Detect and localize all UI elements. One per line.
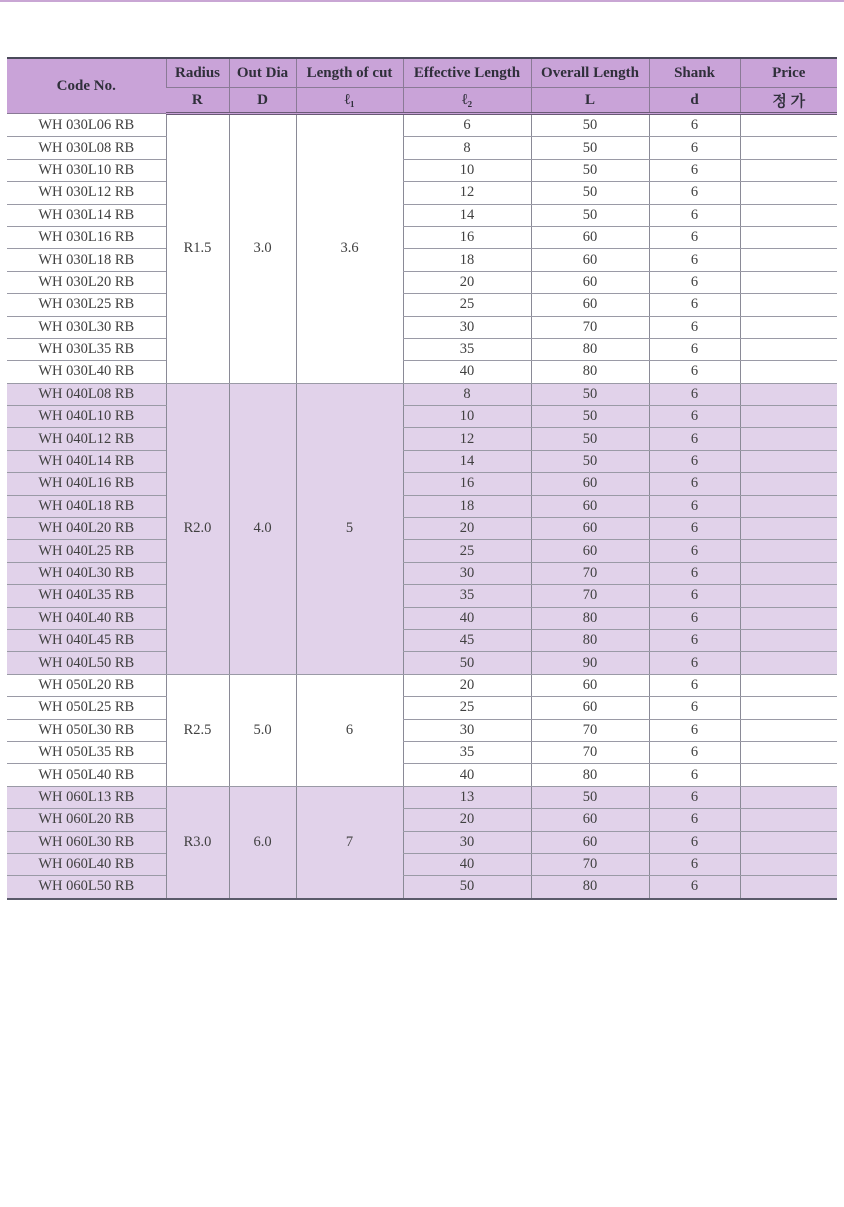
code-cell: WH 060L20 RB [7, 809, 166, 831]
code-cell: WH 040L08 RB [7, 383, 166, 405]
spec-table [7, 57, 837, 900]
shank-cell: 6 [649, 271, 740, 293]
shank-cell: 6 [649, 316, 740, 338]
code-cell: WH 040L18 RB [7, 495, 166, 517]
code-cell: WH 030L35 RB [7, 338, 166, 360]
effective-length-cell: 35 [403, 585, 531, 607]
code-cell: WH 050L40 RB [7, 764, 166, 786]
table-row [7, 540, 837, 562]
overall-length-cell: 50 [531, 383, 649, 405]
table-row [7, 428, 837, 450]
code-cell: WH 050L20 RB [7, 674, 166, 696]
header-overall-length: Overall Length [531, 58, 649, 88]
code-cell: WH 030L08 RB [7, 137, 166, 159]
code-cell: WH 040L14 RB [7, 450, 166, 472]
top-rule [0, 0, 844, 2]
overall-length-cell: 90 [531, 652, 649, 674]
shank-cell: 6 [649, 629, 740, 651]
overall-length-cell: 80 [531, 876, 649, 899]
shank-cell: 6 [649, 450, 740, 472]
table-row [7, 159, 837, 181]
shank-cell: 6 [649, 361, 740, 383]
radius-cell: R3.0 [166, 786, 229, 898]
code-cell: WH 060L40 RB [7, 853, 166, 875]
radius-cell: R2.0 [166, 383, 229, 674]
price-cell [740, 114, 837, 137]
overall-length-cell: 70 [531, 562, 649, 584]
table-row [7, 271, 837, 293]
code-cell: WH 040L35 RB [7, 585, 166, 607]
overall-length-cell: 80 [531, 764, 649, 786]
shank-cell: 6 [649, 585, 740, 607]
code-cell: WH 040L45 RB [7, 629, 166, 651]
effective-length-cell: 18 [403, 249, 531, 271]
overall-length-cell: 80 [531, 607, 649, 629]
shank-cell: 6 [649, 406, 740, 428]
code-cell: WH 060L30 RB [7, 831, 166, 853]
overall-length-cell: 70 [531, 741, 649, 763]
overall-length-cell: 50 [531, 137, 649, 159]
header-symbol-l1: ℓ₁ [296, 88, 403, 114]
overall-length-cell: 60 [531, 697, 649, 719]
shank-cell: 6 [649, 249, 740, 271]
table-row [7, 406, 837, 428]
overall-length-cell: 50 [531, 114, 649, 137]
effective-length-cell: 10 [403, 406, 531, 428]
table-row [7, 585, 837, 607]
price-cell [740, 495, 837, 517]
table-row [7, 876, 837, 899]
table-body [7, 114, 837, 899]
code-cell: WH 040L10 RB [7, 406, 166, 428]
overall-length-cell: 60 [531, 249, 649, 271]
effective-length-cell: 30 [403, 562, 531, 584]
effective-length-cell: 35 [403, 741, 531, 763]
price-cell [740, 585, 837, 607]
length-of-cut-cell: 6 [296, 674, 403, 786]
effective-length-cell: 20 [403, 271, 531, 293]
table-row [7, 383, 837, 405]
overall-length-cell: 60 [531, 294, 649, 316]
header-symbol-shank-d: d [649, 88, 740, 114]
shank-cell: 6 [649, 495, 740, 517]
effective-length-cell: 10 [403, 159, 531, 181]
table-row [7, 249, 837, 271]
table-row [7, 137, 837, 159]
price-cell [740, 809, 837, 831]
shank-cell: 6 [649, 540, 740, 562]
table-row [7, 674, 837, 696]
code-cell: WH 030L20 RB [7, 271, 166, 293]
overall-length-cell: 60 [531, 226, 649, 248]
price-cell [740, 294, 837, 316]
effective-length-cell: 6 [403, 114, 531, 137]
price-cell [740, 853, 837, 875]
effective-length-cell: 16 [403, 226, 531, 248]
overall-length-cell: 60 [531, 518, 649, 540]
shank-cell: 6 [649, 741, 740, 763]
shank-cell: 6 [649, 137, 740, 159]
header-radius: Radius [166, 58, 229, 88]
overall-length-cell: 50 [531, 406, 649, 428]
out-dia-cell: 5.0 [229, 674, 296, 786]
effective-length-cell: 14 [403, 450, 531, 472]
effective-length-cell: 50 [403, 652, 531, 674]
price-cell [740, 674, 837, 696]
table-row [7, 786, 837, 808]
overall-length-cell: 60 [531, 674, 649, 696]
shank-cell: 6 [649, 473, 740, 495]
overall-length-cell: 70 [531, 316, 649, 338]
shank-cell: 6 [649, 853, 740, 875]
effective-length-cell: 18 [403, 495, 531, 517]
code-cell: WH 040L50 RB [7, 652, 166, 674]
effective-length-cell: 40 [403, 361, 531, 383]
shank-cell: 6 [649, 383, 740, 405]
price-cell [740, 137, 837, 159]
price-cell [740, 226, 837, 248]
header-price-korean: 정 가 [740, 88, 837, 114]
price-cell [740, 182, 837, 204]
code-cell: WH 060L13 RB [7, 786, 166, 808]
overall-length-cell: 50 [531, 159, 649, 181]
overall-length-cell: 50 [531, 182, 649, 204]
header-length-of-cut: Length of cut [296, 58, 403, 88]
table-row [7, 853, 837, 875]
shank-cell: 6 [649, 809, 740, 831]
code-cell: WH 040L25 RB [7, 540, 166, 562]
price-cell [740, 764, 837, 786]
overall-length-cell: 60 [531, 540, 649, 562]
effective-length-cell: 20 [403, 809, 531, 831]
table-row [7, 204, 837, 226]
overall-length-cell: 70 [531, 585, 649, 607]
overall-length-cell: 70 [531, 719, 649, 741]
table-row [7, 562, 837, 584]
table-row [7, 473, 837, 495]
out-dia-cell: 6.0 [229, 786, 296, 898]
overall-length-cell: 50 [531, 204, 649, 226]
table-row [7, 361, 837, 383]
effective-length-cell: 14 [403, 204, 531, 226]
table-row [7, 182, 837, 204]
header-price: Price [740, 58, 837, 88]
price-cell [740, 428, 837, 450]
length-of-cut-cell: 5 [296, 383, 403, 674]
price-cell [740, 562, 837, 584]
effective-length-cell: 30 [403, 831, 531, 853]
table-row [7, 764, 837, 786]
price-cell [740, 271, 837, 293]
header-symbol-L: L [531, 88, 649, 114]
code-cell: WH 030L14 RB [7, 204, 166, 226]
out-dia-cell: 4.0 [229, 383, 296, 674]
table-row [7, 831, 837, 853]
price-cell [740, 249, 837, 271]
overall-length-cell: 60 [531, 271, 649, 293]
header-symbol-l2: ℓ₂ [403, 88, 531, 114]
table-row [7, 450, 837, 472]
overall-length-cell: 80 [531, 338, 649, 360]
header-symbol-r: R [166, 88, 229, 114]
shank-cell: 6 [649, 697, 740, 719]
code-cell: WH 050L35 RB [7, 741, 166, 763]
price-cell [740, 741, 837, 763]
overall-length-cell: 60 [531, 495, 649, 517]
price-cell [740, 876, 837, 899]
price-cell [740, 697, 837, 719]
table-row [7, 114, 837, 137]
table-row [7, 607, 837, 629]
effective-length-cell: 13 [403, 786, 531, 808]
effective-length-cell: 40 [403, 607, 531, 629]
overall-length-cell: 60 [531, 809, 649, 831]
table-row [7, 741, 837, 763]
table-row [7, 629, 837, 651]
effective-length-cell: 35 [403, 338, 531, 360]
table-row [7, 316, 837, 338]
header-symbol-d: D [229, 88, 296, 114]
effective-length-cell: 30 [403, 316, 531, 338]
price-cell [740, 383, 837, 405]
price-cell [740, 607, 837, 629]
effective-length-cell: 40 [403, 853, 531, 875]
header-code-no: Code No. [7, 58, 166, 114]
shank-cell: 6 [649, 226, 740, 248]
header-shank: Shank [649, 58, 740, 88]
price-cell [740, 473, 837, 495]
shank-cell: 6 [649, 607, 740, 629]
shank-cell: 6 [649, 764, 740, 786]
code-cell: WH 040L16 RB [7, 473, 166, 495]
overall-length-cell: 50 [531, 786, 649, 808]
table-row [7, 518, 837, 540]
effective-length-cell: 12 [403, 428, 531, 450]
table-row [7, 495, 837, 517]
overall-length-cell: 80 [531, 361, 649, 383]
effective-length-cell: 8 [403, 137, 531, 159]
code-cell: WH 030L40 RB [7, 361, 166, 383]
price-cell [740, 204, 837, 226]
header-out-dia: Out Dia [229, 58, 296, 88]
code-cell: WH 030L25 RB [7, 294, 166, 316]
shank-cell: 6 [649, 562, 740, 584]
shank-cell: 6 [649, 159, 740, 181]
effective-length-cell: 8 [403, 383, 531, 405]
shank-cell: 6 [649, 786, 740, 808]
overall-length-cell: 60 [531, 831, 649, 853]
effective-length-cell: 20 [403, 674, 531, 696]
price-cell [740, 652, 837, 674]
header-effective-length: Effective Length [403, 58, 531, 88]
table-header [7, 58, 837, 114]
code-cell: WH 040L12 RB [7, 428, 166, 450]
code-cell: WH 040L20 RB [7, 518, 166, 540]
effective-length-cell: 25 [403, 294, 531, 316]
shank-cell: 6 [649, 114, 740, 137]
shank-cell: 6 [649, 719, 740, 741]
out-dia-cell: 3.0 [229, 114, 296, 384]
effective-length-cell: 20 [403, 518, 531, 540]
price-cell [740, 831, 837, 853]
code-cell: WH 030L06 RB [7, 114, 166, 137]
shank-cell: 6 [649, 294, 740, 316]
effective-length-cell: 45 [403, 629, 531, 651]
price-cell [740, 159, 837, 181]
code-cell: WH 030L16 RB [7, 226, 166, 248]
effective-length-cell: 25 [403, 697, 531, 719]
price-cell [740, 406, 837, 428]
overall-length-cell: 60 [531, 473, 649, 495]
code-cell: WH 040L30 RB [7, 562, 166, 584]
overall-length-cell: 50 [531, 450, 649, 472]
table-row [7, 697, 837, 719]
shank-cell: 6 [649, 674, 740, 696]
length-of-cut-cell: 3.6 [296, 114, 403, 384]
table-row [7, 809, 837, 831]
shank-cell: 6 [649, 518, 740, 540]
length-of-cut-cell: 7 [296, 786, 403, 898]
code-cell: WH 030L30 RB [7, 316, 166, 338]
table-row [7, 652, 837, 674]
radius-cell: R2.5 [166, 674, 229, 786]
table-row [7, 338, 837, 360]
overall-length-cell: 80 [531, 629, 649, 651]
price-cell [740, 450, 837, 472]
table-row [7, 226, 837, 248]
code-cell: WH 030L12 RB [7, 182, 166, 204]
code-cell: WH 050L25 RB [7, 697, 166, 719]
shank-cell: 6 [649, 652, 740, 674]
shank-cell: 6 [649, 831, 740, 853]
shank-cell: 6 [649, 338, 740, 360]
code-cell: WH 040L40 RB [7, 607, 166, 629]
price-cell [740, 540, 837, 562]
price-cell [740, 719, 837, 741]
price-cell [740, 629, 837, 651]
shank-cell: 6 [649, 182, 740, 204]
overall-length-cell: 70 [531, 853, 649, 875]
radius-cell: R1.5 [166, 114, 229, 384]
shank-cell: 6 [649, 204, 740, 226]
table-row [7, 294, 837, 316]
price-cell [740, 316, 837, 338]
shank-cell: 6 [649, 876, 740, 899]
shank-cell: 6 [649, 428, 740, 450]
overall-length-cell: 50 [531, 428, 649, 450]
code-cell: WH 060L50 RB [7, 876, 166, 899]
effective-length-cell: 40 [403, 764, 531, 786]
price-cell [740, 361, 837, 383]
effective-length-cell: 30 [403, 719, 531, 741]
code-cell: WH 050L30 RB [7, 719, 166, 741]
price-cell [740, 518, 837, 540]
effective-length-cell: 12 [403, 182, 531, 204]
price-cell [740, 338, 837, 360]
effective-length-cell: 25 [403, 540, 531, 562]
code-cell: WH 030L18 RB [7, 249, 166, 271]
table-row [7, 719, 837, 741]
effective-length-cell: 16 [403, 473, 531, 495]
code-cell: WH 030L10 RB [7, 159, 166, 181]
effective-length-cell: 50 [403, 876, 531, 899]
price-cell [740, 786, 837, 808]
